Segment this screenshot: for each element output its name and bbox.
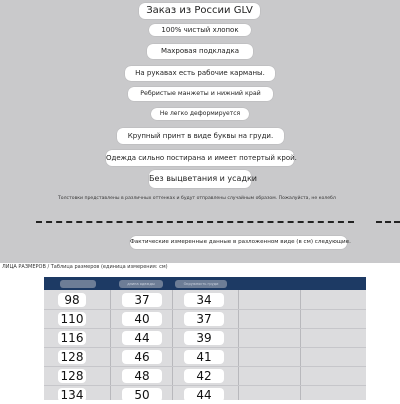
size-table (44, 277, 366, 400)
header-col-1 (60, 280, 96, 288)
feature-washed: Одежда сильно постирана и имеет потертый крой. (106, 150, 294, 166)
measurement-note: Фактические измеренные данные в разложенном виде (в см) следующие. (130, 236, 347, 249)
table-row (44, 385, 366, 404)
cell-chest: 41 (184, 350, 224, 364)
feature-print: Крупный принт в виде буквы на груди. (117, 128, 284, 144)
cell-length: 46 (122, 350, 162, 364)
cell-length: 44 (122, 331, 162, 345)
cell-chest: 42 (184, 369, 224, 383)
cell-size: 98 (58, 293, 86, 307)
header-col-3: Окружность груди (175, 280, 227, 288)
cell-size: 134 (58, 388, 86, 402)
table-row (44, 347, 366, 367)
feature-pockets: На рукавах есть рабочие карманы. (125, 66, 275, 81)
feature-cotton: 100% чистый хлопок (149, 24, 251, 36)
cell-chest: 39 (184, 331, 224, 345)
table-row (44, 309, 366, 329)
feature-cuffs: Ребристые манжеты и нижний край (128, 87, 273, 101)
cell-size: 116 (58, 331, 86, 345)
cell-chest: 44 (184, 388, 224, 402)
divider-dashed (36, 221, 354, 223)
cell-length: 48 (122, 369, 162, 383)
size-table-caption: ЛИЦА РАЗМЕРОВ / Таблица размеров (единица измерения: см) (2, 264, 168, 270)
cell-length: 50 (122, 388, 162, 402)
feature-no-deform: Не легко деформируется (151, 108, 249, 120)
divider-dashed-tail (376, 221, 400, 223)
table-row (44, 290, 366, 310)
size-table-header (44, 277, 366, 290)
color-note: Толстовки представлены в различных оттенках и будут отправлены случайным образом. Пожалуйста, не колебл (58, 196, 336, 201)
cell-size: 128 (58, 350, 86, 364)
feature-title: Заказ из России GLV (139, 3, 260, 19)
cell-length: 40 (122, 312, 162, 326)
cell-size: 128 (58, 369, 86, 383)
cell-chest: 34 (184, 293, 224, 307)
cell-chest: 37 (184, 312, 224, 326)
table-row (44, 366, 366, 386)
table-row (44, 328, 366, 348)
cell-length: 37 (122, 293, 162, 307)
feature-no-fade: Без выцветания и усадки (149, 170, 251, 188)
feature-lining: Махровая подкладка (147, 44, 253, 59)
header-col-2: длина одежды (119, 280, 163, 288)
cell-size: 110 (58, 312, 86, 326)
